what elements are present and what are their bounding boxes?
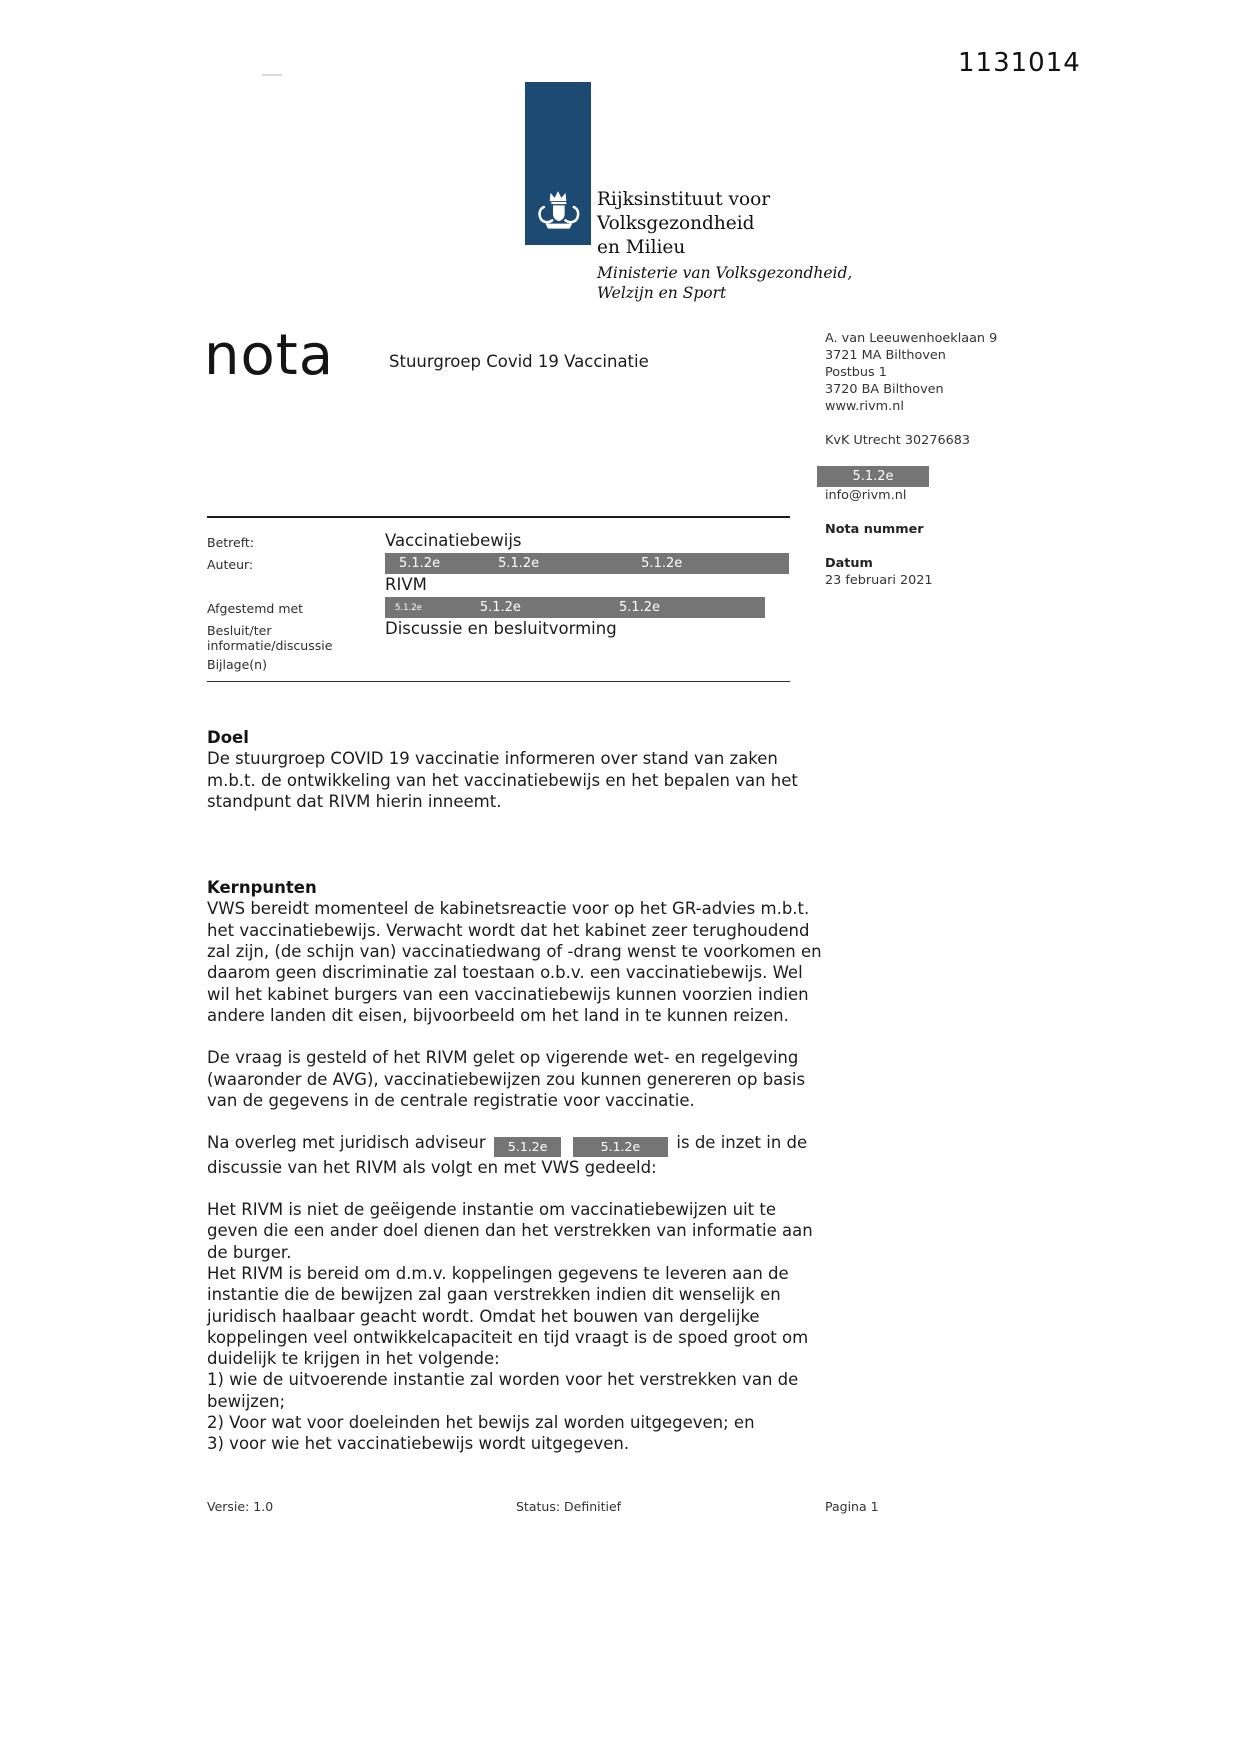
- auteur-org: RIVM: [385, 575, 427, 594]
- numbered-item-3: 3) voor wie het vaccinatiebewijs wordt uitgegeven.: [207, 1434, 630, 1454]
- address-line: 3721 MA Bilthoven: [825, 348, 946, 363]
- meta-row-afgestemd: [207, 597, 807, 619]
- horizontal-rule-bottom: [207, 681, 790, 682]
- logo-wordmark: [597, 188, 927, 303]
- kernpunten-paragraph-4: Het RIVM is niet de geëigende instantie om vaccinatiebewijzen uit te geven die een ander doel dienen dan het verstrekken van informatie aan de burger.: [207, 1200, 813, 1262]
- kernpunten-paragraph-2: De vraag is gesteld of het RIVM gelet op vigerende wet- en regelgeving (waaronder de AVG), vaccinatiebewijzen zou kunnen genereren op basis van de gegevens in de centrale registratie voor vaccinatie.: [207, 1048, 806, 1110]
- redaction-code: 5.1.2e: [641, 556, 683, 571]
- document-reference-number: 1131014: [958, 48, 1081, 78]
- address-line: A. van Leeuwenhoeklaan 9: [825, 331, 998, 346]
- para3-prefix: Na overleg met juridisch adviseur: [207, 1133, 486, 1153]
- contact-block: [825, 466, 1025, 504]
- meta-row-org: [207, 575, 807, 597]
- kvk-number: KvK Utrecht 30276683: [825, 433, 971, 448]
- kernpunten-paragraph-3: [207, 1132, 827, 1178]
- doel-heading: Doel: [207, 728, 249, 747]
- footer-status: Status: Definitief: [516, 1499, 622, 1514]
- address-line: 3720 BA Bilthoven: [825, 382, 944, 397]
- doc-subject: Stuurgroep Covid 19 Vaccinatie: [389, 352, 649, 371]
- kvk-block: [825, 432, 1025, 449]
- address-line: Postbus 1: [825, 365, 887, 380]
- rivm-logo: [525, 82, 591, 245]
- footer-page-number: Pagina 1: [825, 1499, 879, 1514]
- nota-nummer-label: Nota nummer: [825, 522, 924, 537]
- section-gap: [207, 833, 827, 877]
- numbered-item-1: 1) wie de uitvoerende instantie zal worden voor het verstrekken van de bewijzen;: [207, 1370, 799, 1411]
- besluit-label: Besluit/ter informatie/discussie: [207, 623, 333, 653]
- redaction-bar-afgestemd: [385, 597, 765, 618]
- scan-artifact-mark: [262, 74, 282, 76]
- meta-row-betreft: [207, 531, 807, 553]
- redaction-bar-auteur: [385, 553, 789, 574]
- empty-label: [207, 575, 385, 579]
- datum-value: 23 februari 2021: [825, 573, 933, 588]
- kernpunten-heading: Kernpunten: [207, 878, 317, 898]
- redaction-code: 5.1.2e: [395, 602, 422, 613]
- betreft-label: Betreft:: [207, 535, 255, 550]
- nota-nummer-block: [825, 521, 1025, 538]
- bijlage-label: Bijlage(n): [207, 657, 267, 672]
- document-body: [207, 727, 827, 1455]
- redaction-inline-2: 5.1.2e: [573, 1137, 669, 1157]
- email-address: info@rivm.nl: [825, 488, 907, 503]
- org-name-line1: Rijksinstituut voor Volksgezondheid: [597, 189, 771, 234]
- ministry-line2: Welzijn en Sport: [597, 283, 727, 302]
- doel-paragraph: De stuurgroep COVID 19 vaccinatie informeren over stand van zaken m.b.t. de ontwikkeling van het vaccinatiebewijs en het bepalen van het standpunt dat RIVM hierin inneemt.: [207, 749, 798, 811]
- para3-suffix: is de inzet in de discussie van het RIVM als volgt en met VWS gedeeld:: [207, 1133, 808, 1177]
- horizontal-rule-top: [207, 516, 790, 518]
- redaction-inline-1: 5.1.2e: [494, 1137, 562, 1157]
- ministry-line1: Ministerie van Volksgezondheid,: [597, 264, 853, 282]
- meta-row-auteur: [207, 553, 807, 575]
- address-block: [825, 330, 1025, 415]
- auteur-label: Auteur:: [207, 557, 254, 572]
- meta-table: [207, 531, 807, 675]
- redaction-code: 5.1.2e: [618, 600, 661, 615]
- numbered-item-2: 2) Voor wat voor doeleinden het bewijs zal worden uitgegeven; en: [207, 1413, 755, 1433]
- redaction-code: 5.1.2e: [498, 556, 540, 571]
- datum-block: [825, 555, 1025, 589]
- org-name-line2: en Milieu: [597, 237, 686, 258]
- besluit-value: Discussie en besluitvorming: [385, 619, 617, 638]
- redaction-code: 5.1.2e: [399, 556, 441, 571]
- meta-row-besluit: [207, 619, 807, 653]
- letterhead-sidebar: [825, 330, 1025, 606]
- kernpunten-paragraph-5: Het RIVM is bereid om d.m.v. koppelingen gegevens te leveren aan de instantie die de bewijzen zal gaan verstrekken indien dit wenselijk en juridisch haalbaar geacht wordt. Omdat het bouwen van dergelijke koppelingen veel ontwikkelcapaciteit en tijd vraagt is de spoed groot om duidelijk te krijgen in het volgende:: [207, 1263, 809, 1369]
- redaction-code: 5.1.2e: [479, 600, 521, 615]
- doc-type-title: nota: [204, 323, 335, 388]
- afgestemd-label: Afgestemd met: [207, 601, 304, 616]
- coat-of-arms-icon: [533, 186, 583, 238]
- website-url: www.rivm.nl: [825, 399, 904, 414]
- kernpunten-paragraph-1: VWS bereidt momenteel de kabinetsreactie voor op het GR-advies m.b.t. het vaccinatiebewijs. Verwacht wordt dat het kabinet zeer terughoudend zal zijn, (de schijn van) vaccinatiedwang of -drang wenst te voorkomen en daarom geen discriminatie zal toestaan o.b.v. een vaccinatiebewijs. Wel wil het kabinet burgers van een vaccinatiebewijs kunnen voorzien indien andere landen dit eisen, bijvoorbeeld om het land in te kunnen reizen.: [207, 899, 822, 1025]
- footer-version: Versie: 1.0: [207, 1499, 274, 1514]
- betreft-value: Vaccinatiebewijs: [385, 531, 522, 550]
- redaction-box-phone: 5.1.2e: [817, 466, 929, 487]
- datum-label: Datum: [825, 556, 873, 571]
- meta-row-bijlage: [207, 653, 807, 675]
